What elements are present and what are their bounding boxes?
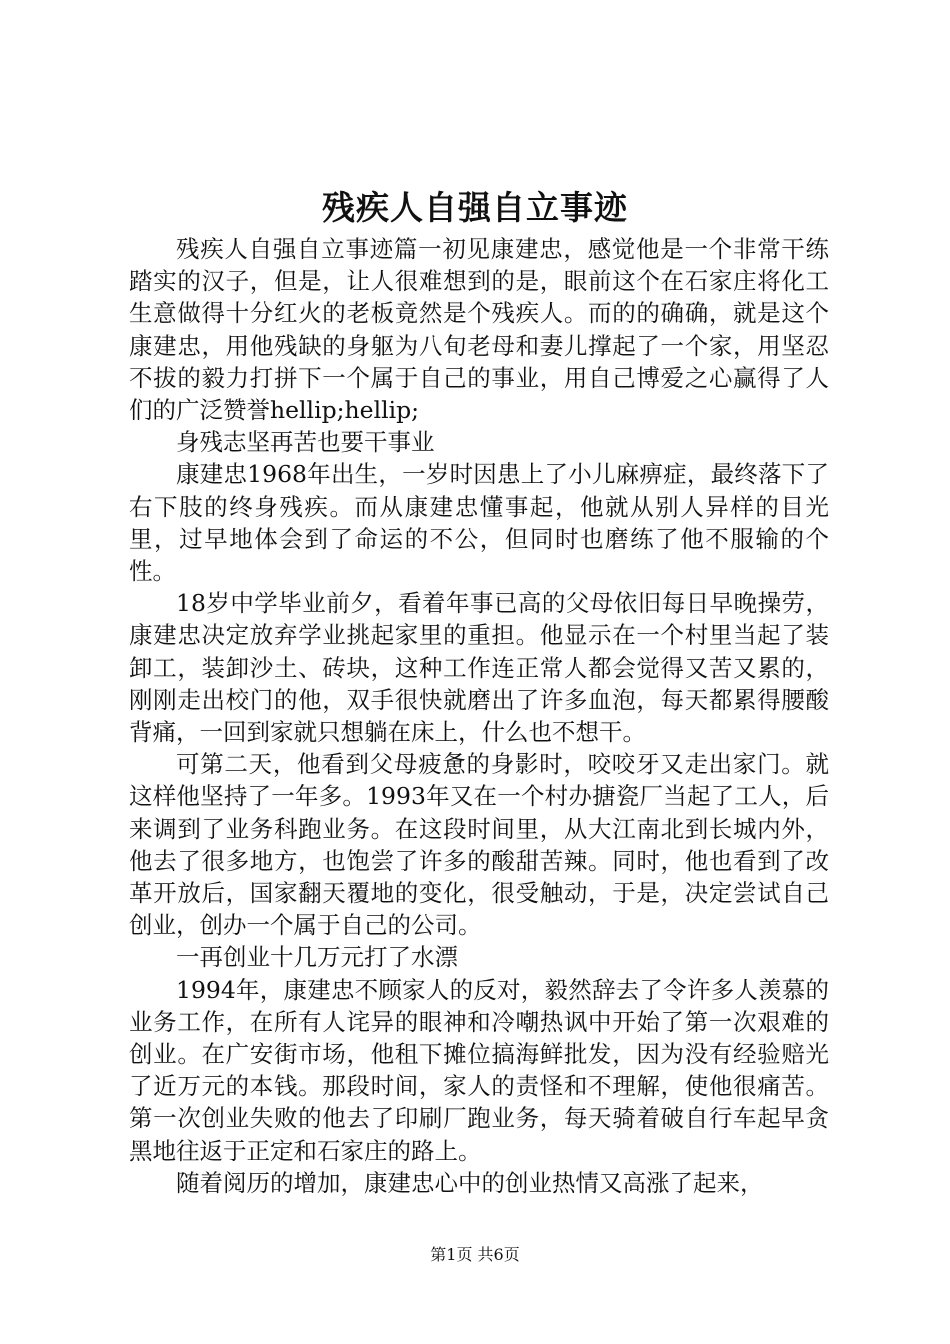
page-number-footer: 第1页 共6页 bbox=[430, 1245, 520, 1264]
section-heading: 一再创业十几万元打了水漂 bbox=[176, 943, 458, 972]
document-title: 残疾人自强自立事迹 bbox=[322, 188, 628, 227]
paragraph: 18岁中学毕业前夕，看着年事已高的父母依旧每日早晚操劳，康建忠决定放弃学业挑起家里的重担。他显示在一个村里当起了装卸工，装卸沙土、砖块，这种工作连正常人都会觉得又苦又累的，刚刚走出校门的他，双手很快就磨出了许多血泡，每天都累得腰酸背痛，一回到家就只想躺在床上，什么也不想干。 bbox=[129, 589, 829, 747]
paragraph: 1994年，康建忠不顾家人的反对，毅然辞去了令许多人羡慕的业务工作，在所有人诧异的眼神和冷嘲热讽中开始了第一次艰难的创业。在广安街市场，他租下摊位搞海鲜批发，因为没有经验赔光了近万元的本钱。那段时间，家人的责怪和不理解，使他很痛苦。第一次创业失败的他去了印刷厂跑业务，每天骑着破自行车起早贪黑地往返于正定和石家庄的路上。 bbox=[129, 975, 829, 1165]
paragraph: 可第二天，他看到父母疲惫的身影时，咬咬牙又走出家门。就这样他坚持了一年多。1993年又在一个村办搪瓷厂当起了工人，后来调到了业务科跑业务。在这段时间里，从大江南北到长城内外，他去了很多地方，也饱尝了许多的酸甜苦辣。同时，他也看到了改革开放后，国家翻天覆地的变化，很受触动，于是，决定尝试自己创业，创办一个属于自己的公司。 bbox=[129, 750, 829, 940]
document-body bbox=[129, 233, 829, 1199]
paragraph: 随着阅历的增加，康建忠心中的创业热情又高涨了起来， bbox=[176, 1168, 764, 1197]
paragraph: 康建忠1968年出生，一岁时因患上了小儿麻痹症，最终落下了右下肢的终身残疾。而从康建忠懂事起，他就从别人异样的目光里，过早地体会到了命运的不公，但同时也磨练了他不服输的个性。 bbox=[129, 460, 829, 586]
paragraph-intro: 残疾人自强自立事迹篇一初见康建忠，感觉他是一个非常干练踏实的汉子，但是，让人很难想到的是，眼前这个在石家庄将化工生意做得十分红火的老板竟然是个残疾人。而的的确确，就是这个康建忠，用他残缺的身躯为八旬老母和妻儿撑起了一个家，用坚忍不拔的毅力打拼下一个属于自己的事业，用自己博爱之心赢得了人们的广泛赞誉hellip;hellip; bbox=[129, 235, 829, 425]
section-heading: 身残志坚再苦也要干事业 bbox=[176, 428, 435, 457]
